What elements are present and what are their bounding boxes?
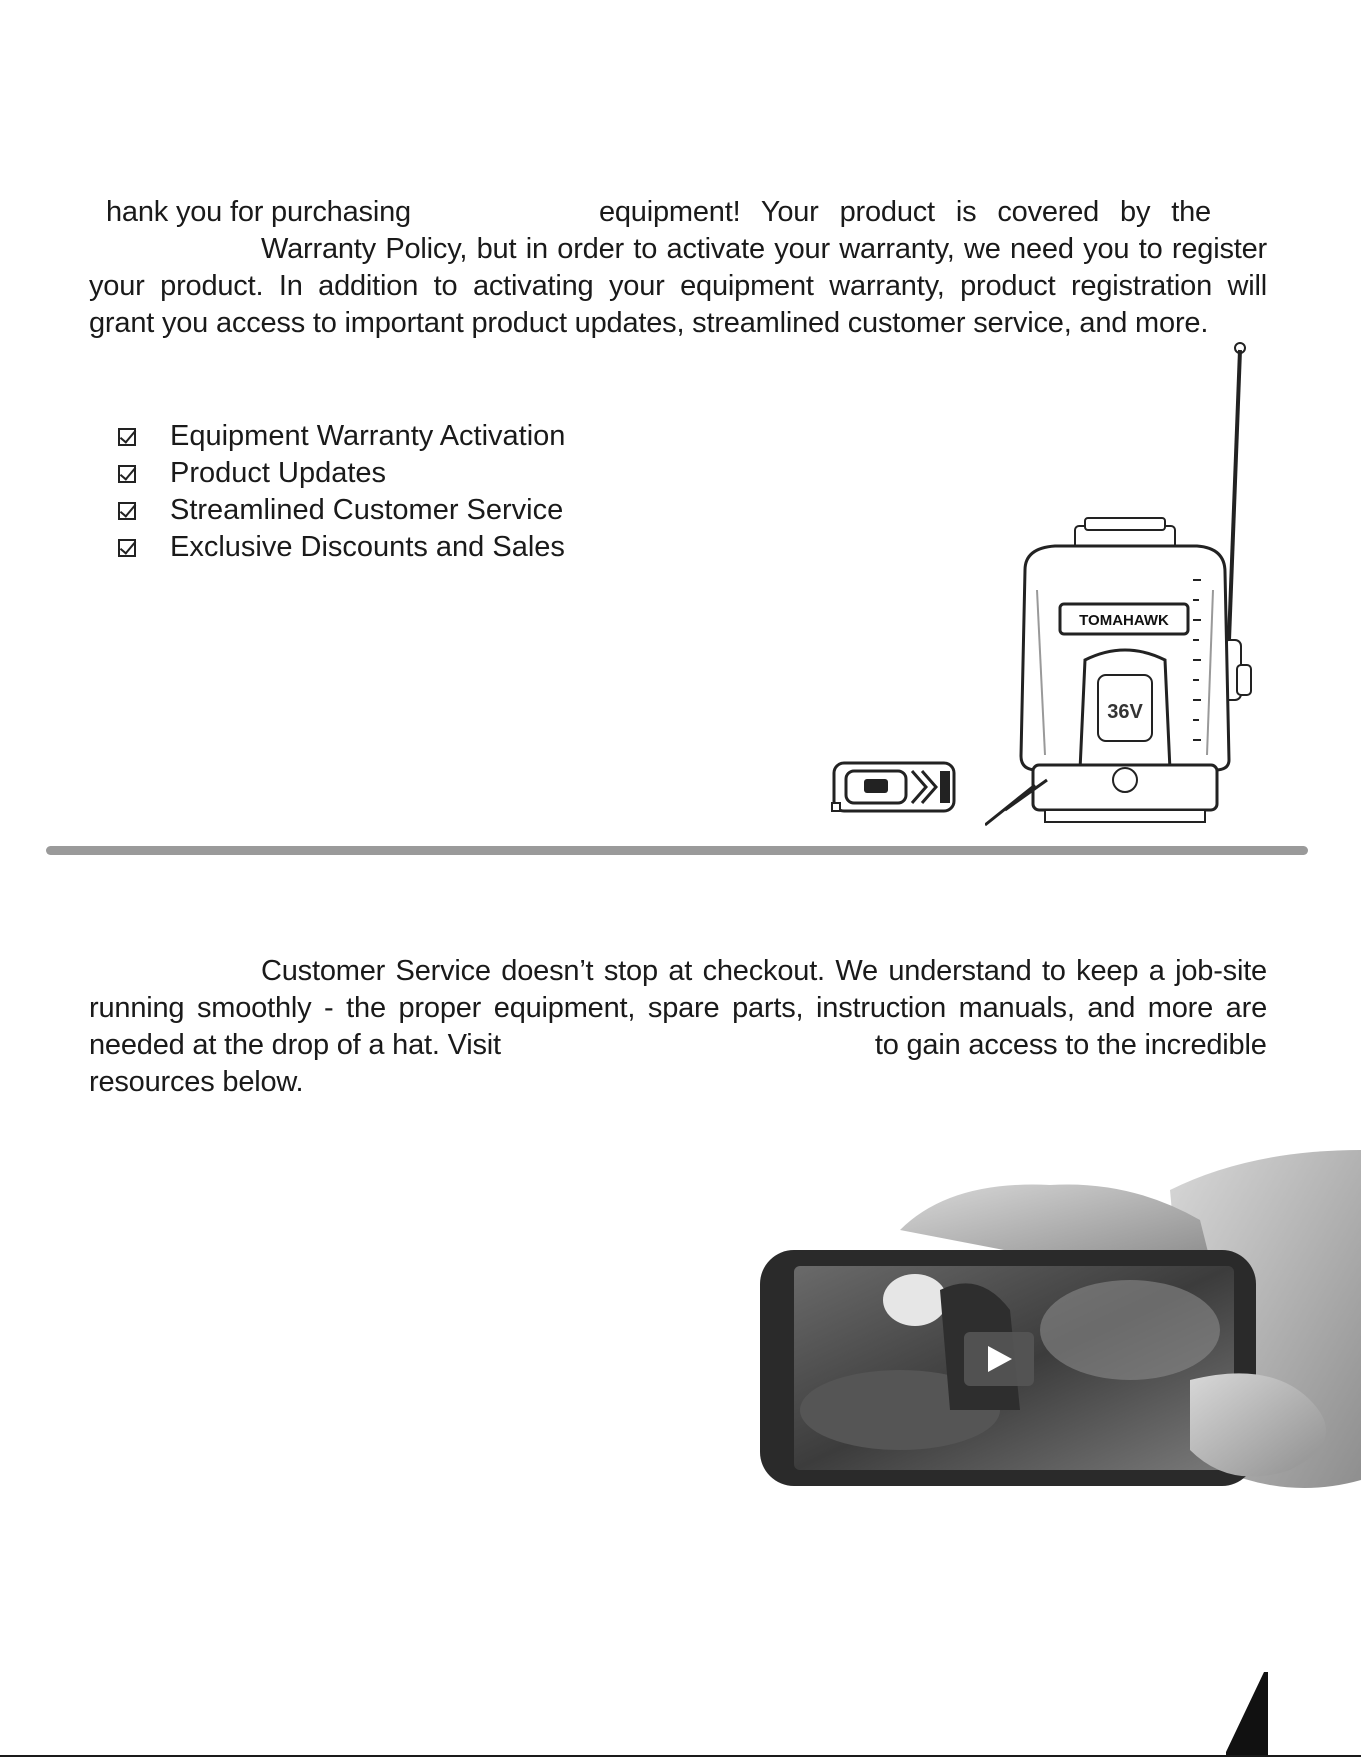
benefit-item: [118, 455, 565, 492]
play-icon[interactable]: [964, 1332, 1034, 1386]
voltage-label: 36V: [1107, 701, 1143, 723]
intro-line-1-end: equipment! Your product is covered by the: [598, 196, 1211, 228]
intro-line-1: [106, 194, 1267, 231]
checkbox-checked-icon: [118, 465, 136, 483]
benefit-label: Exclusive Discounts and Sales: [170, 531, 565, 563]
benefit-label: Streamlined Customer Service: [170, 494, 564, 526]
intro-paragraph-rest: [89, 231, 1267, 342]
service-paragraph: [89, 953, 1267, 1101]
intro-line-1-start: hank you for purchasing: [106, 196, 411, 228]
benefits-checklist: [118, 418, 565, 566]
benefit-item: [118, 529, 565, 566]
service-line-1: Customer Service doesn’t stop at checkout. We understand to keep a job-site: [261, 955, 1267, 987]
checkbox-checked-icon: [118, 502, 136, 520]
battery-illustration: [830, 757, 960, 817]
intro-line-4: grant you access to important product updates, streamlined customer service, and more.: [89, 307, 1209, 339]
intro-paragraph: [106, 194, 1267, 231]
brand-label: TOMAHAWK: [1079, 612, 1169, 629]
benefit-item: [118, 418, 565, 455]
backpack-sprayer-illustration: [985, 340, 1285, 830]
phone-video-illustration: [750, 1150, 1361, 1550]
checkbox-checked-icon: [118, 539, 136, 557]
service-line-3-end: to gain access to the incredible: [874, 1029, 1267, 1061]
service-line-3: [89, 1027, 1267, 1064]
intro-line-3: your product. In addition to activating your equipment warranty, product registration will: [89, 270, 1267, 302]
service-line-4: resources below.: [89, 1066, 304, 1098]
benefit-label: Equipment Warranty Activation: [170, 420, 566, 452]
benefit-label: Product Updates: [170, 457, 387, 489]
section-divider: [46, 846, 1308, 855]
service-line-3-start: needed at the drop of a hat. Visit: [89, 1029, 501, 1061]
benefit-item: [118, 492, 565, 529]
checkbox-checked-icon: [118, 428, 136, 446]
bottom-rule: [0, 1755, 1361, 1757]
intro-line-2: Warranty Policy, but in order to activate your warranty, we need you to register: [261, 233, 1267, 265]
page-corner-mark: [1226, 1672, 1268, 1756]
service-line-2: running smoothly - the proper equipment, spare parts, instruction manuals, and more are: [89, 992, 1267, 1024]
